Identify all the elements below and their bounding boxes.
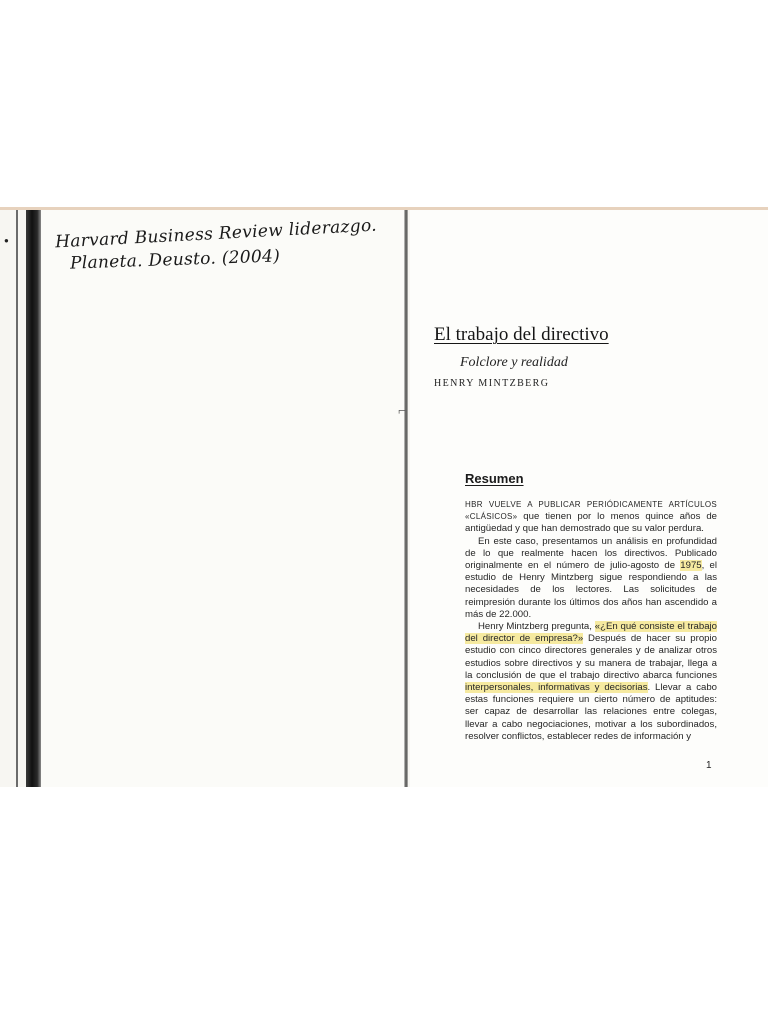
article-subtitle: Folclore y realidad xyxy=(460,355,568,370)
paragraph-text: Henry Mintzberg pregunta, xyxy=(478,621,595,633)
small-caps-lead: HBR VUELVE A PUBLICAR PERIÓDICAMENTE ARTÍCULOS «CLÁSICOS» xyxy=(465,500,717,522)
highlighted-text: «¿En qué consiste el trabajo del director de empresa?» xyxy=(465,621,717,645)
section-heading: Resumen xyxy=(465,471,524,486)
page-fold xyxy=(404,210,408,787)
pencil-tick-icon: ⌐ xyxy=(398,404,406,419)
summary-paragraph-1 xyxy=(465,499,717,536)
article-title: El trabajo del directivo xyxy=(434,324,609,345)
paragraph-text: Después de hacer su propio estudio con cinco directores generales y de analizar otros estudios sobre directivos y su manera de trabajar, llega a la conclusión de que el trabajo directivo abarca funciones xyxy=(465,633,717,681)
page-number: 1 xyxy=(706,760,712,771)
highlighted-text: 1975 xyxy=(680,560,702,572)
paragraph-text: En este caso, presentamos un análisis en profundidad de lo que realmente hacen los directivos. Publicado originalmente en el número de julio-agosto de xyxy=(465,535,717,572)
paragraph-text: , el estudio de Henry Mintzberg sigue respondiendo a las necesidades de los lectores. Las solicitudes de reimpresión durante los últimos dos años han ascendido a más de 22.000. xyxy=(465,560,717,620)
left-page xyxy=(30,210,408,787)
handwritten-source-line2: Planeta. Deusto. (2004) xyxy=(69,246,281,274)
highlighted-text: interpersonales, informativas y decisorias xyxy=(465,682,648,694)
summary-paragraph-2 xyxy=(465,536,717,621)
book-spine xyxy=(26,210,41,787)
paragraph-text: . Llevar a cabo estas funciones requiere un cierto número de aptitudes: ser capaz de desarrollar las relaciones entre colegas, llevar a cabo negociaciones, motivar a los subordinados, resolver conflictos, establecer redes de información y xyxy=(465,682,717,742)
summary-body xyxy=(465,499,717,743)
paragraph-text: que tienen por lo menos quince años de antigüedad y que han demostrado que su valor perdura. xyxy=(465,511,717,535)
article-author: HENRY MINTZBERG xyxy=(434,378,550,389)
summary-paragraph-3 xyxy=(465,621,717,743)
spine-edge xyxy=(16,210,18,787)
handwritten-source-line1: Harvard Business Review liderazgo. xyxy=(54,215,378,253)
margin-dot-icon: ● xyxy=(4,236,9,245)
